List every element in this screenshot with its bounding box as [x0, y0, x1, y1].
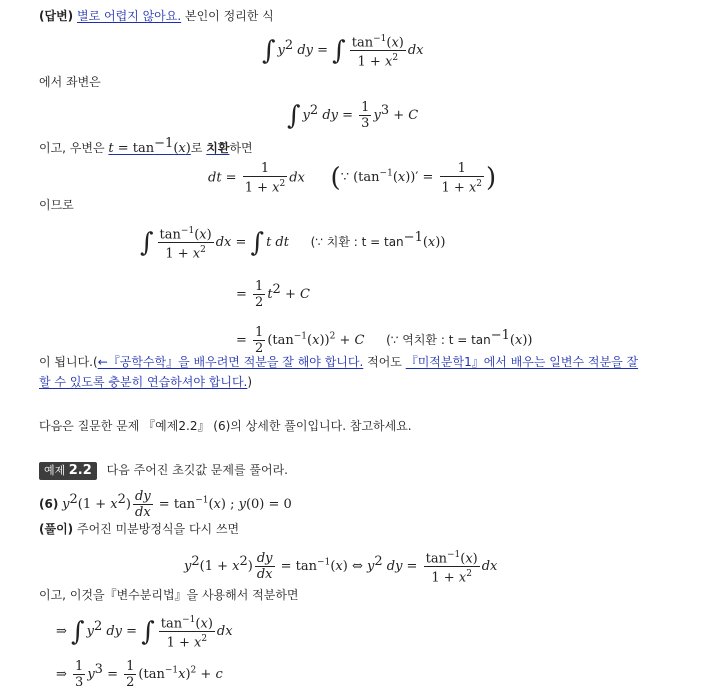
because-inverse-sub: (∵ 역치환 : t = tan: [386, 333, 491, 347]
substitution-word: 치환: [206, 141, 230, 155]
example-badge-number: 2.2: [68, 463, 92, 478]
right-side-prefix: 이고, 우변은: [39, 141, 109, 155]
example-instruction: 다음 주어진 초깃값 문제를 풀어라.: [106, 463, 288, 477]
equation-inverse-sub: = $\frac{1}{2}$ $(\tan^{-1}(x))^2 + C$ (∵ 역치환 : $t = \tan^{-1}(x)$): [236, 325, 533, 356]
intro-link[interactable]: 별로 어렵지 않아요.: [76, 9, 182, 23]
problem-6: (6) $y^2(1 + x^2)$ $\frac{dy}{dx}$ = $\tan^{-1}(x)$ ; y(0) = 0: [39, 489, 292, 520]
solution-intro: 주어진 미분방정식을 다시 쓰면: [76, 522, 240, 536]
result-prefix: 이 됩니다.(: [39, 355, 98, 369]
result-suffix: ): [247, 375, 253, 389]
result-line-1: [39, 354, 638, 370]
result-mid: 적어도: [363, 355, 406, 369]
equation-integral-t: ∫ $\frac{\tan^{-1}(x)}{1 + x^2}$ dx = ∫ t dt (∵ 치환 : $t = \tan^{-1}(x)$): [140, 225, 446, 262]
equation-separated: ∫ $y^2$ dy = ∫ $\frac{\tan^{-1}(x)}{1 + x^2}$ dx: [262, 33, 424, 70]
because-sub: (∵ 치환 : t = tan: [310, 235, 404, 249]
followup-text: 다음은 질문한 문제 『예제2.2』 (6)의 상세한 풀이입니다. 참고하세요.: [39, 419, 412, 433]
intro-rest: 본인이 정리한 식: [181, 9, 274, 23]
equation-result: ⇒ $\frac{1}{3}$ $y^3$ = $\frac{1}{2}$ $(\tan^{-1}x)^2 + c$: [56, 659, 223, 690]
equation-left-integral: ∫ $y^2$ dy = $\frac{1}{3}$ $y^3 + C$: [287, 100, 419, 131]
equation-integrate: ⇒ ∫ $y^2$ dy = ∫ $\frac{\tan^{-1}(x)}{1 + x^2}$ dx: [56, 614, 233, 651]
example-badge: 예제 2.2: [39, 462, 97, 480]
right-side-mid: 로: [190, 141, 207, 155]
solution-tag: (풀이): [39, 522, 74, 536]
result-link2-line1[interactable]: 『미적분학1』에서 배우는 일변수 적분을 잘: [405, 355, 639, 369]
equation-dt: dt = $\frac{1}{1 + x^2}$ dx (∵ $(\tan^{-1}(x))'$ = $\frac{1}{1 + x^2}$ ): [208, 160, 497, 195]
answer-tag: (답변): [39, 9, 74, 23]
problem-number: (6): [39, 497, 59, 511]
therefore-text: 이므로: [39, 198, 74, 212]
left-side-text: 에서 좌변은: [39, 75, 101, 89]
result-line-2: [39, 374, 252, 390]
solution-line: [39, 521, 239, 537]
substitution-expr: $t = \tan^{-1}(x)$: [108, 136, 191, 156]
answer-intro-line: [39, 8, 274, 24]
equation-half-t-squared: = $\frac{1}{2}$ $t^2 + C$: [236, 279, 310, 310]
right-side-suffix: 하면: [229, 141, 253, 155]
example-header: [39, 462, 288, 480]
result-link[interactable]: ←『공학수학』을 배우려면 적분을 잘 해야 합니다.: [97, 355, 364, 369]
equation-rewritten: $y^2(1 + x^2)$ $\frac{dy}{dx}$ = $\tan^{-1}(x)$ ⇔ $y^2$ dy = $\frac{\tan^{-1}(x)}{1 + x^2}$ dx: [184, 549, 498, 586]
result-link2-line2[interactable]: 할 수 있도록 충분히 연습하셔야 합니다.: [39, 375, 248, 389]
separation-text: 이고, 이것을『변수분리법』을 사용해서 적분하면: [39, 588, 299, 602]
